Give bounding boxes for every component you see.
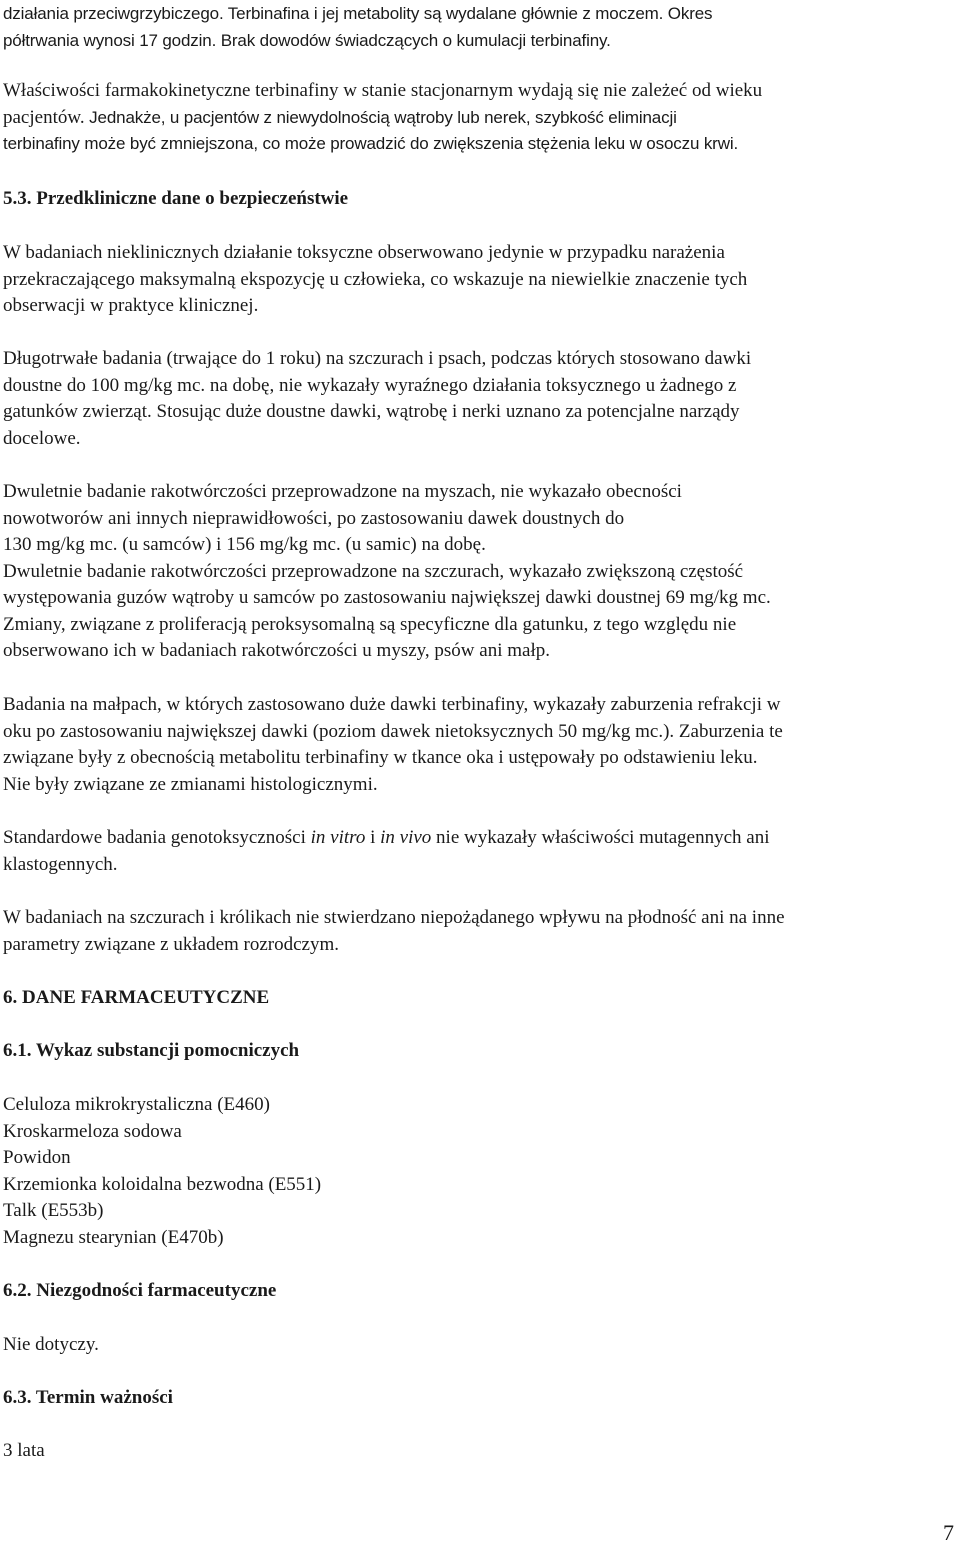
section-heading-6: 6. DANE FARMACEUTYCZNE	[3, 987, 270, 1008]
excipients-list	[3, 1092, 957, 1251]
text-line: Właściwości farmakokinetyczne terbinafiny w stanie stacjonarnym wydają się nie zależeć od wieku	[3, 80, 763, 101]
list-item: Krzemionka koloidalna bezwodna (E551)	[3, 1173, 322, 1195]
text-line: przekraczającego maksymalną ekspozycję u człowieka, co wskazuje na niewielkie znaczenie tych	[3, 268, 748, 290]
text-line: Zmiany, związane z proliferacją peroksysomalną są specyficzne dla gatunku, z tego względu nie	[3, 613, 737, 635]
text-line: terbinafiny może być zmniejszona, co może prowadzić do zwiększenia stężenia leku w osoczu krwi.	[3, 134, 739, 153]
text-line: oku po zastosowaniu największej dawki (poziom dawek nietoksycznych 50 mg/kg mc.). Zaburzenia te	[3, 720, 783, 742]
list-item: Kroskarmeloza sodowa	[3, 1120, 182, 1142]
text-line-mixed	[3, 105, 957, 132]
text-line: klastogennych.	[3, 853, 118, 875]
text-line: półtrwania wynosi 17 godzin. Brak dowodów świadczących o kumulacji terbinafiny.	[3, 30, 611, 50]
s53-paragraph-2	[3, 346, 957, 452]
text-line: parametry związane z układem rozrodczym.	[3, 933, 340, 955]
s53-paragraph-3	[3, 479, 957, 665]
list-item: Powidon	[3, 1147, 71, 1168]
text-fragment: i	[365, 827, 381, 848]
s53-paragraph-6	[3, 905, 957, 958]
text-line: Długotrwałe badania (trwające do 1 roku) na szczurach i psach, podczas których stosowano dawki	[3, 348, 752, 369]
text-fragment: Standardowe badania genotoksyczności	[3, 827, 311, 848]
text-fragment-italic: in vitro	[310, 827, 366, 848]
section-heading-6-1: 6.1. Wykaz substancji pomocniczych	[3, 1040, 300, 1061]
text-fragment: pacjentów.	[3, 106, 85, 128]
s53-paragraph-5	[3, 825, 957, 878]
text-line: związane były z obecnością metabolitu terbinafiny w tkance oka i ustępowały po odstawieniu leku.	[3, 747, 758, 768]
text-line: Nie były związane ze zmianami histologicznymi.	[3, 773, 378, 795]
text-line: Badania na małpach, w których zastosowano duże dawki terbinafiny, wykazały zaburzenia refrakcji w	[3, 694, 781, 715]
s63-text: 3 lata	[3, 1440, 45, 1461]
text-line: docelowe.	[3, 427, 81, 449]
section-heading-6-2: 6.2. Niezgodności farmaceutyczne	[3, 1280, 277, 1301]
list-item: Celuloza mikrokrystaliczna (E460)	[3, 1094, 270, 1115]
s53-paragraph-4	[3, 692, 957, 798]
text-fragment: nie wykazały właściwości mutagennych ani	[431, 827, 770, 848]
s53-paragraph-1	[3, 240, 957, 320]
text-fragment-italic: in vivo	[380, 827, 432, 848]
page-number: 7	[943, 1520, 954, 1545]
section-heading-5-3: 5.3. Przedkliniczne dane o bezpieczeństwie	[3, 188, 349, 209]
text-line: występowania guzów wątroby u samców po zastosowaniu największej dawki doustnej 69 mg/kg mc.	[3, 587, 771, 608]
text-line: działania przeciwgrzybiczego. Terbinafina i jej metabolity są wydalane głównie z moczem. Okres	[3, 4, 713, 23]
text-line: W badaniach nieklinicznych działanie toksyczne obserwowano jedynie w przypadku narażenia	[3, 242, 725, 263]
text-line: Dwuletnie badanie rakotwórczości przeprowadzone na szczurach, wykazało zwiększoną częstość	[3, 560, 744, 582]
text-fragment: Jednakże, u pacjentów z niewydolnością wątroby lub nerek, szybkość eliminacji	[84, 107, 677, 127]
text-line: obserwacji w praktyce klinicznej.	[3, 295, 259, 316]
text-line: W badaniach na szczurach i królikach nie stwierdzano niepożądanego wpływu na płodność ani na inne	[3, 907, 785, 928]
section-heading-6-3: 6.3. Termin ważności	[3, 1387, 173, 1408]
text-line: doustne do 100 mg/kg mc. na dobę, nie wykazały wyraźnego działania toksycznego u żadnego z	[3, 374, 737, 396]
intro-paragraph	[3, 1, 957, 54]
list-item: Magnezu stearynian (E470b)	[3, 1226, 224, 1248]
text-line: obserwowano ich w badaniach rakotwórczości u myszy, psów ani małp.	[3, 640, 550, 661]
text-line: gatunków zwierząt. Stosując duże doustne dawki, wątrobę i nerki uznano za potencjalne narządy	[3, 401, 740, 422]
text-line: 130 mg/kg mc. (u samców) i 156 mg/kg mc. (u samic) na dobę.	[3, 534, 486, 555]
text-line: nowotworów ani innych nieprawidłowości, po zastosowaniu dawek doustnych do	[3, 507, 625, 529]
text-line-mixed	[3, 825, 957, 852]
s62-text: Nie dotyczy.	[3, 1334, 99, 1355]
text-line: Dwuletnie badanie rakotwórczości przeprowadzone na myszach, nie wykazało obecności	[3, 481, 682, 502]
list-item: Talk (E553b)	[3, 1200, 104, 1221]
pk-paragraph	[3, 78, 957, 158]
